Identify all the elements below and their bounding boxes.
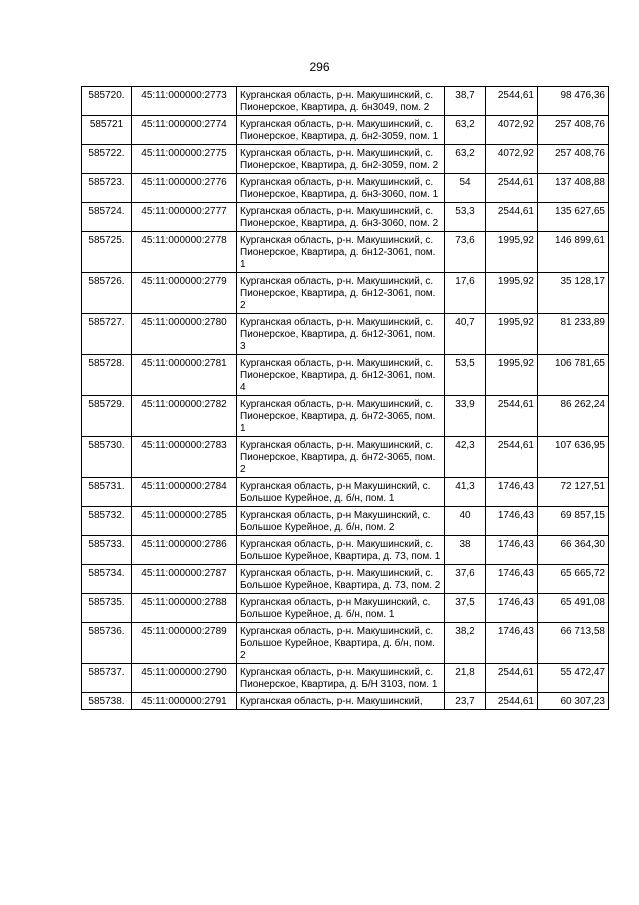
cell-addr: Курганская область, р-н. Макушинский, с. Пионерское, Квартира, д. бн72-3065, пом. 2 <box>237 437 445 478</box>
table-row <box>82 536 609 565</box>
cell-value: 86 262,24 <box>538 396 609 437</box>
cell-num: 585727. <box>82 314 132 355</box>
cell-value: 60 307,23 <box>538 693 609 710</box>
cell-value: 137 408,88 <box>538 174 609 203</box>
cell-cad: 45:11:000000:2776 <box>132 174 237 203</box>
cell-cad: 45:11:000000:2783 <box>132 437 237 478</box>
table-row <box>82 437 609 478</box>
cell-value: 81 233,89 <box>538 314 609 355</box>
cell-num: 585728. <box>82 355 132 396</box>
cell-value: 135 627,65 <box>538 203 609 232</box>
cell-cad: 45:11:000000:2784 <box>132 478 237 507</box>
cell-price: 1746,43 <box>486 536 538 565</box>
table-row <box>82 174 609 203</box>
cell-num: 585725. <box>82 232 132 273</box>
cell-num: 585733. <box>82 536 132 565</box>
table-row <box>82 664 609 693</box>
table-row <box>82 565 609 594</box>
cell-num: 585738. <box>82 693 132 710</box>
cell-cad: 45:11:000000:2781 <box>132 355 237 396</box>
cell-price: 1995,92 <box>486 355 538 396</box>
cell-price: 4072,92 <box>486 145 538 174</box>
cell-area: 40,7 <box>445 314 486 355</box>
cell-addr: Курганская область, р-н Макушинский, с. Большое Курейное, д. б/н, пом. 1 <box>237 478 445 507</box>
cell-num: 585736. <box>82 623 132 664</box>
cell-num: 585729. <box>82 396 132 437</box>
table-row <box>82 145 609 174</box>
cell-addr: Курганская область, р-н. Макушинский, с. Пионерское, Квартира, д. бн3-3060, пом. 1 <box>237 174 445 203</box>
cell-area: 42,3 <box>445 437 486 478</box>
cell-value: 257 408,76 <box>538 145 609 174</box>
cell-addr: Курганская область, р-н. Макушинский, с. Пионерское, Квартира, д. бн2-3059, пом. 1 <box>237 116 445 145</box>
cell-area: 53,5 <box>445 355 486 396</box>
cell-price: 1746,43 <box>486 623 538 664</box>
cell-addr: Курганская область, р-н. Макушинский, с. Пионерское, Квартира, д. бн2-3059, пом. 2 <box>237 145 445 174</box>
cell-area: 38 <box>445 536 486 565</box>
cell-area: 21,8 <box>445 664 486 693</box>
cell-area: 53,3 <box>445 203 486 232</box>
cell-price: 2544,61 <box>486 664 538 693</box>
cell-value: 69 857,15 <box>538 507 609 536</box>
cell-price: 1746,43 <box>486 565 538 594</box>
cell-price: 1995,92 <box>486 232 538 273</box>
cell-num: 585723. <box>82 174 132 203</box>
cell-area: 33,9 <box>445 396 486 437</box>
cell-addr: Курганская область, р-н. Макушинский, с. Пионерское, Квартира, д. бн3-3060, пом. 2 <box>237 203 445 232</box>
cell-value: 257 408,76 <box>538 116 609 145</box>
cell-addr: Курганская область, р-н. Макушинский, с. Пионерское, Квартира, д. бн12-3061, пом. 3 <box>237 314 445 355</box>
cell-price: 1746,43 <box>486 507 538 536</box>
table-row <box>82 314 609 355</box>
cell-area: 54 <box>445 174 486 203</box>
cell-value: 65 491,08 <box>538 594 609 623</box>
cell-cad: 45:11:000000:2791 <box>132 693 237 710</box>
table-row <box>82 355 609 396</box>
table-row <box>82 623 609 664</box>
cell-value: 98 476,36 <box>538 87 609 116</box>
cell-cad: 45:11:000000:2786 <box>132 536 237 565</box>
cell-value: 107 636,95 <box>538 437 609 478</box>
cell-value: 66 364,30 <box>538 536 609 565</box>
cell-area: 23,7 <box>445 693 486 710</box>
cell-cad: 45:11:000000:2789 <box>132 623 237 664</box>
cell-area: 17,6 <box>445 273 486 314</box>
cell-area: 37,5 <box>445 594 486 623</box>
table-row <box>82 232 609 273</box>
cell-addr: Курганская область, р-н Макушинский, с. Большое Курейное, д. б/н, пом. 1 <box>237 594 445 623</box>
cell-num: 585724. <box>82 203 132 232</box>
table-row <box>82 396 609 437</box>
cell-num: 585732. <box>82 507 132 536</box>
cell-value: 72 127,51 <box>538 478 609 507</box>
cell-price: 1746,43 <box>486 594 538 623</box>
cell-num: 585735. <box>82 594 132 623</box>
cell-cad: 45:11:000000:2775 <box>132 145 237 174</box>
cell-num: 585720. <box>82 87 132 116</box>
table-row <box>82 478 609 507</box>
cell-cad: 45:11:000000:2788 <box>132 594 237 623</box>
cell-area: 73,6 <box>445 232 486 273</box>
cell-price: 1746,43 <box>486 478 538 507</box>
table-row <box>82 273 609 314</box>
cell-value: 66 713,58 <box>538 623 609 664</box>
cell-num: 585721 <box>82 116 132 145</box>
cell-addr: Курганская область, р-н. Макушинский, <box>237 693 445 710</box>
cell-cad: 45:11:000000:2782 <box>132 396 237 437</box>
cell-area: 63,2 <box>445 145 486 174</box>
page-number: 296 <box>309 60 330 74</box>
cell-price: 2544,61 <box>486 396 538 437</box>
cell-cad: 45:11:000000:2790 <box>132 664 237 693</box>
cell-addr: Курганская область, р-н. Макушинский, с. Большое Курейное, Квартира, д. б/н, пом. 2 <box>237 623 445 664</box>
cell-addr: Курганская область, р-н. Макушинский, с. Пионерское, Квартира, д. Б/Н 3103, пом. 1 <box>237 664 445 693</box>
table-row <box>82 693 609 710</box>
cell-cad: 45:11:000000:2777 <box>132 203 237 232</box>
cell-num: 585737. <box>82 664 132 693</box>
cell-cad: 45:11:000000:2787 <box>132 565 237 594</box>
cell-area: 63,2 <box>445 116 486 145</box>
table-row <box>82 203 609 232</box>
cell-addr: Курганская область, р-н. Макушинский, с. Пионерское, Квартира, д. бн72-3065, пом. 1 <box>237 396 445 437</box>
cell-addr: Курганская область, р-н Макушинский, с. Большое Курейное, д. б/н, пом. 2 <box>237 507 445 536</box>
cell-num: 585731. <box>82 478 132 507</box>
cell-cad: 45:11:000000:2785 <box>132 507 237 536</box>
table-row <box>82 594 609 623</box>
table-row <box>82 87 609 116</box>
cell-cad: 45:11:000000:2778 <box>132 232 237 273</box>
cell-num: 585730. <box>82 437 132 478</box>
cell-addr: Курганская область, р-н. Макушинский, с. Пионерское, Квартира, д. бн12-3061, пом. 1 <box>237 232 445 273</box>
cell-cad: 45:11:000000:2779 <box>132 273 237 314</box>
cell-area: 38,7 <box>445 87 486 116</box>
cell-addr: Курганская область, р-н. Макушинский, с. Пионерское, Квартира, д. бн12-3061, пом. 2 <box>237 273 445 314</box>
cell-num: 585734. <box>82 565 132 594</box>
cell-addr: Курганская область, р-н. Макушинский, с. Большое Курейное, Квартира, д. 73, пом. 2 <box>237 565 445 594</box>
cell-addr: Курганская область, р-н. Макушинский, с. Пионерское, Квартира, д. бн3049, пом. 2 <box>237 87 445 116</box>
cell-price: 2544,61 <box>486 693 538 710</box>
cell-price: 2544,61 <box>486 203 538 232</box>
table-row <box>82 116 609 145</box>
cell-addr: Курганская область, р-н. Макушинский, с. Пионерское, Квартира, д. бн12-3061, пом. 4 <box>237 355 445 396</box>
cell-price: 1995,92 <box>486 314 538 355</box>
cell-value: 65 665,72 <box>538 565 609 594</box>
cell-area: 37,6 <box>445 565 486 594</box>
cell-cad: 45:11:000000:2774 <box>132 116 237 145</box>
cell-num: 585726. <box>82 273 132 314</box>
cell-price: 2544,61 <box>486 437 538 478</box>
cell-cad: 45:11:000000:2780 <box>132 314 237 355</box>
cell-value: 106 781,65 <box>538 355 609 396</box>
cell-area: 41,3 <box>445 478 486 507</box>
cell-price: 2544,61 <box>486 87 538 116</box>
cell-cad: 45:11:000000:2773 <box>132 87 237 116</box>
cell-value: 146 899,61 <box>538 232 609 273</box>
cell-area: 38,2 <box>445 623 486 664</box>
cell-value: 55 472,47 <box>538 664 609 693</box>
table-row <box>82 507 609 536</box>
cell-num: 585722. <box>82 145 132 174</box>
cell-price: 1995,92 <box>486 273 538 314</box>
cell-value: 35 128,17 <box>538 273 609 314</box>
cell-price: 2544,61 <box>486 174 538 203</box>
cell-price: 4072,92 <box>486 116 538 145</box>
cell-area: 40 <box>445 507 486 536</box>
cell-addr: Курганская область, р-н. Макушинский, с. Большое Курейное, Квартира, д. 73, пом. 1 <box>237 536 445 565</box>
property-table <box>81 86 609 710</box>
